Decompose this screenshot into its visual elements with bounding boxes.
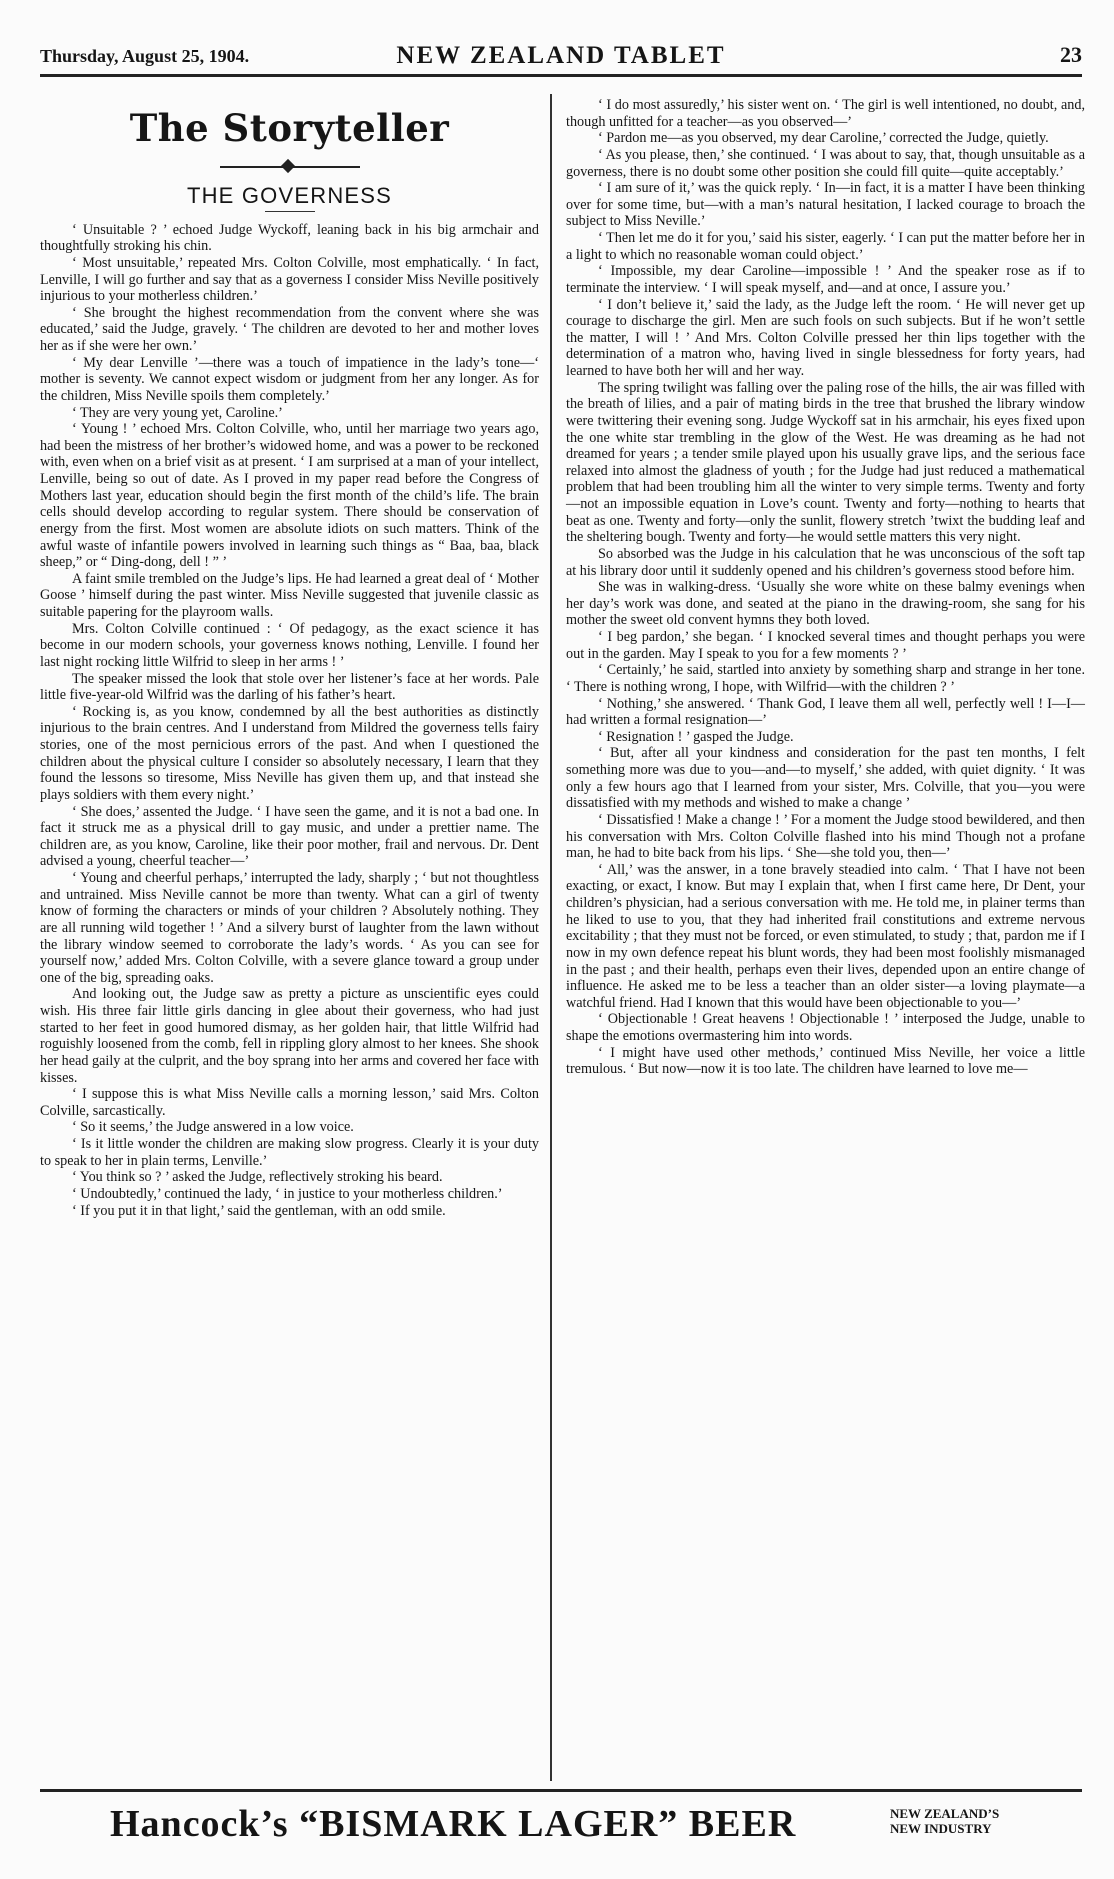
paragraph: ‘ Undoubtedly,’ continued the lady, ‘ in justice to your motherless children.’	[72, 1185, 503, 1202]
paragraph: ‘ Nothing,’ she answered. ‘ Thank God, I leave them all well, perfectly well ! I—I—had written a formal resignation—’	[566, 695, 1085, 729]
paragraph: ‘ But, after all your kindness and consideration for the past ten months, I felt something more was due to you—and—to myself,’ she added, with quiet dignity. ‘ It was only a few hours ago that I learned from your sister, Mrs. Colville, that you—you were dissatisfied with my methods and wished to make a change ’	[566, 745, 1085, 812]
paragraph: Mrs. Colton Colville continued : ‘ Of pedagogy, as the exact science it has become in our modern schools, your governess knows nothing, Lenville. I found her last night rocking little Wilfrid to sleep in her arms ! ’	[40, 620, 539, 670]
section-heading: The Storyteller	[129, 106, 450, 150]
advertisement	[40, 1796, 1082, 1876]
paragraph: ‘ Rocking is, as you know, condemned by all the best authorities as distinctly injurious to the brain centres. And I understand from Mildred the governess tells fairy stories, one of the most pernicious errors of the past. And when I questioned the children about the physical culture I consider so absolutely necessary, I learn that they found the lessons so tiresome, Miss Neville has given them up, and that instead she plays soldiers with them every night.’	[40, 703, 539, 803]
tagline-line-2: NEW INDUSTRY	[890, 1821, 992, 1836]
paragraph: ‘ Pardon me—as you observed, my dear Caroline,’ corrected the Judge, quietly.	[598, 130, 1049, 147]
paragraph: ‘ She does,’ assented the Judge. ‘ I have seen the game, and it is not a bad one. In fact it struck me as a physical drill to gay music, and under a prettier name. The children are, as you know, Caroline, like their poor mother, frail and nervous. Dr. Dent advised a young, cheerful teacher—’	[40, 803, 539, 870]
masthead-rule	[40, 74, 1082, 77]
paragraph: ‘ She brought the highest recommendation from the convent where she was educated,’ said the Judge, gravely. ‘ The children are devoted to her and mother loves her as if she were her own.’	[40, 304, 539, 354]
paragraph: ‘ Then let me do it for you,’ said his sister, eagerly. ‘ I can put the matter before her in a light to which no reasonable woman could object.’	[566, 230, 1085, 263]
paragraph: The spring twilight was falling over the paling rose of the hills, the air was filled with the breath of lilies, and a pair of mating birds in the tree that brushed the library window were twittering their evening song. Judge Wyckoff sat in his armchair, his eyes fixed upon the one white star trembling in the glow of the West. He was dreaming as he had not dreamed for years ; a tender smile played upon his usually grave lips, and the serious face relaxed into almost the gladness of youth ; for the Judge had just reduced a mathematical problem that had been troubling him all the winter to very simple terms. Twenty and forty—not an impossible equation in Love’s count. Twenty and forty—nothing to hearts that beat as one. Twenty and forty—only the sunlit, flowery stretch ’twixt the budding leaf and the sheltering bough. Twenty and forty—he would settle matters this very night.	[566, 379, 1085, 546]
paragraph: ‘ As you please, then,’ she continued. ‘ I was about to say, that, though unsuitable as a governess, there is no doubt some other position she could fill quite—quite acceptably.’	[566, 146, 1085, 180]
newspaper-title: NEW ZEALAND TABLET	[396, 42, 726, 69]
paragraph: ‘ So it seems,’ the Judge answered in a low voice.	[72, 1119, 354, 1136]
right-column	[566, 97, 1085, 1078]
masthead	[40, 44, 1082, 74]
paragraph: ‘ Dissatisfied ! Make a change ! ’ For a moment the Judge stood bewildered, and then his conversation with Mrs. Colton Colville flashed into his mind Though not a profane man, he had to bite back from his lips. ‘ She—she told you, then—’	[566, 811, 1085, 862]
paragraph: ‘ Young ! ’ echoed Mrs. Colton Colville, who, until her marriage two years ago, had been the mistress of her brother’s widowed home, and was a power to be reckoned with, even when on a brief visit as at present. ‘ I am surprised at a man of your intellect, Lenville, being so out of date. As I proved in my paper read before the Congress of Mothers last year, education should begin the first month of the child’s life. The brain cells should develop according to regular system. There should be conservation of energy from the first. Most women are absolute idiots on such matters. Think of the awful waste of infantile powers involved in learning such things as “ Baa, baa, black sheep,” or “ Ding-dong, dell ! ” ’	[40, 421, 539, 571]
paragraph: She was in walking-dress. ‘Usually she wore white on these balmy evenings when her day’s work was done, and seated at the piano in the drawing-room, she sang for his mother the sweet old convent hymns they both loved.	[566, 579, 1085, 629]
left-column	[40, 90, 539, 1219]
paragraph: ‘ Impossible, my dear Caroline—impossible ! ’ And the speaker rose as if to terminate the interview. ‘ I will speak myself, and—and at once, I assure you.’	[566, 263, 1085, 296]
paragraph: So absorbed was the Judge in his calculation that he was unconscious of the soft tap at his library door until it suddenly opened and his children’s governess stood before him.	[566, 545, 1085, 579]
paragraph: ‘ You think so ? ’ asked the Judge, reflectively stroking his beard.	[72, 1169, 443, 1186]
paragraph: ‘ All,’ was the answer, in a tone bravely steadied into calm. ‘ That I have not been exacting, or exact, I know. But may I explain that, when I first came here, Dr Dent, your children’s physician, had a serious conversation with me. He told me, in plainer terms than he liked to use to you, that they had inherited frail constitutions and extreme nervous excitability ; that they must not be forced, or even stimulated, to study ; that, pardon me if I now in my own defence repeat his blunt words, they had been most foolishly mismanaged in the past ; and their health, perhaps even their lives, depended upon an entire change of influence. He asked me to be less a teacher than an older sister—a loving playmate—a watchful friend. Had I known that this would have been objectionable to you—’	[566, 861, 1085, 1011]
paragraph: ‘ I might have used other methods,’ continued Miss Neville, her voice a little tremulous. ‘ But now—now it is too late. The children have learned to love me—	[566, 1044, 1085, 1078]
paragraph: ‘ Objectionable ! Great heavens ! Objectionable ! ’ interposed the Judge, unable to shape the emotions overmastering him into words.	[566, 1011, 1085, 1044]
paragraph: ‘ Resignation ! ’ gasped the Judge.	[598, 728, 794, 745]
advertisement-text: Hancock’s “BISMARK LAGER” BEER	[110, 1803, 797, 1845]
paragraph: The speaker missed the look that stole over her listener’s face at her words. Pale little five-year-old Wilfrid was the darling of his father’s heart.	[40, 670, 539, 704]
paragraph: ‘ Unsuitable ? ’ echoed Judge Wyckoff, leaning back in his big armchair and thoughtfully stroking his chin.	[40, 221, 539, 255]
paragraph: A faint smile trembled on the Judge’s lips. He had learned a great deal of ‘ Mother Goose ’ himself during the past winter. Miss Neville suggested that juvenile classic as suitable papering for the playroom walls.	[40, 570, 539, 620]
ornament-divider	[220, 160, 360, 174]
paragraph: ‘ I beg pardon,’ she began. ‘ I knocked several times and thought perhaps you were out in the garden. May I speak to you for a few moments ? ’	[566, 629, 1085, 662]
paragraph: ‘ My dear Lenville ’—there was a touch of impatience in the lady’s tone—‘ mother is seventy. We cannot expect wisdom or judgment from her any longer. As for the children, Miss Neville spoils them completely.’	[40, 354, 539, 404]
paragraph: ‘ I don’t believe it,’ said the lady, as the Judge left the room. ‘ He will never get up courage to discharge the girl. Men are such fools on such subjects. But if he won’t settle the matter, I will ! ’ And Mrs. Colton Colville pressed her thin lips together with the determination of a matron who, having lived in single blessedness for forty years, had learned to have both her will and her way.	[566, 296, 1085, 379]
paragraph: ‘ Most unsuitable,’ repeated Mrs. Colton Colville, most emphatically. ‘ In fact, Lenville, I will go further and say that as a governess I consider Miss Neville positively injurious to your motherless children.’	[40, 254, 539, 305]
paragraph: ‘ I am sure of it,’ was the quick reply. ‘ In—in fact, it is a matter I have been thinking over for some time, but—with a man’s natural hesitation, I lacked courage to broach the subject to Miss Neville.’	[566, 180, 1085, 230]
paragraph: ‘ I do most assuredly,’ his sister went on. ‘ The girl is well intentioned, no doubt, and, though unfitted for a teacher—as you observed—’	[566, 97, 1085, 130]
paragraph: ‘ I suppose this is what Miss Neville calls a morning lesson,’ said Mrs. Colton Colville, sarcastically.	[40, 1086, 539, 1119]
paragraph: ‘ If you put it in that light,’ said the gentleman, with an odd smile.	[72, 1202, 446, 1219]
paragraph: ‘ Certainly,’ he said, startled into anxiety by something sharp and strange in her tone. ‘ There is nothing wrong, I hope, with Wilfrid—with the children ? ’	[566, 662, 1085, 695]
paragraph: ‘ Is it little wonder the children are making slow progress. Clearly it is your duty to speak to her in plain terms, Lenville.’	[40, 1136, 539, 1169]
page-number: 23	[1060, 42, 1082, 67]
story-title: THE GOVERNESS	[186, 183, 393, 208]
paragraph: And looking out, the Judge saw as pretty a picture as unscientific eyes could wish. His three fair little girls dancing in glee about their governess, who had just started to her feet in good humored dismay, as her golden hair, that little Wilfrid had roguishly loosened from the comb, fell in rippling glory almost to her knees. She shook her head gaily at the culprit, and the boy sprang into her arms and covered her face with kisses.	[40, 986, 539, 1086]
paragraph: ‘ Young and cheerful perhaps,’ interrupted the lady, sharply ; ‘ but not thoughtless and untrained. Miss Neville cannot be more than twenty. What can a girl of twenty know of forming the characters or minds of your children ? Absolutely nothing. They are all running wild together ! ’ And a silvery burst of laughter from the lawn without the library window seemed to corroborate the lady’s words. ‘ As you can see for yourself now,’ added Mrs. Colton Colville, with a severe glance toward a group under one of the big, spreading oaks.	[40, 870, 539, 986]
tagline-line-1: NEW ZEALAND’S	[890, 1806, 1000, 1821]
column-divider	[550, 94, 552, 1781]
left-column-text	[40, 222, 539, 1220]
issue-date: Thursday, August 25, 1904.	[40, 46, 250, 66]
advertisement-tagline	[890, 1806, 999, 1836]
title-rule	[265, 211, 315, 212]
advertisement-rule	[40, 1789, 1082, 1792]
paragraph: ‘ They are very young yet, Caroline.’	[72, 404, 283, 421]
